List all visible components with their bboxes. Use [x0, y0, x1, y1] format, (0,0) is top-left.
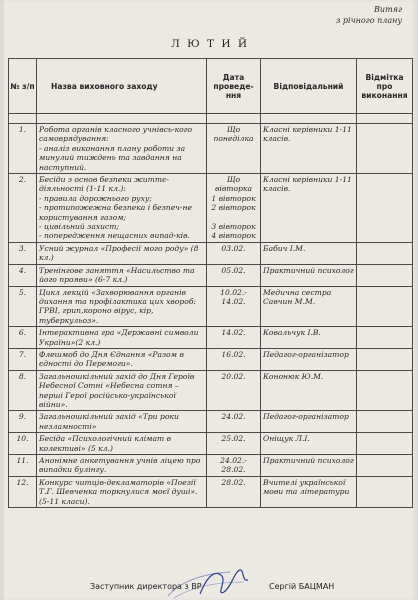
- event-title: Бесіди з основ безпеки життє-діяльності (1-11 кл.): - правила дорожнього руху; - протипожежна безпека і безпеч-не користування газом; - цивільний захист; - попередження нещасних випад-ків.: [37, 174, 207, 243]
- col-header-event: Назва виховного заходу: [37, 59, 207, 114]
- table-header-row: [9, 59, 413, 114]
- responsible-person: Кононюк Ю.М.: [261, 370, 357, 411]
- table-row: [9, 433, 413, 455]
- extract-note: [336, 4, 402, 26]
- responsible-person: Класні керівники 1-11 класів.: [261, 124, 357, 174]
- responsible-person: Педагог-організатор: [261, 411, 357, 433]
- event-title: Бесіда «Психологічний клімат в колективі» (5 кл.): [37, 433, 207, 455]
- row-number: 10.: [9, 433, 37, 455]
- event-title: Робота органів класного учнівсь-кого самоврядування: - аналіз виконання плану роботи за минулий тиждень та завдання на наступний.: [37, 124, 207, 174]
- event-date: 24.02.: [207, 411, 261, 433]
- spacer-cell: [261, 114, 357, 124]
- table-row: [9, 286, 413, 327]
- events-table: [8, 58, 413, 508]
- responsible-person: Вчителі української мови та літератури: [261, 476, 357, 507]
- signer-role: Заступник директора з ВР: [90, 582, 202, 591]
- table-row: [9, 327, 413, 349]
- event-date: Що понеділка: [207, 124, 261, 174]
- table-row: [9, 174, 413, 243]
- row-number: 7.: [9, 348, 37, 370]
- spacer-cell: [37, 114, 207, 124]
- row-number: 4.: [9, 264, 37, 286]
- row-number: 1.: [9, 124, 37, 174]
- completion-mark: [357, 264, 413, 286]
- completion-mark: [357, 124, 413, 174]
- responsible-person: Медична сестра Савчин М.М.: [261, 286, 357, 327]
- document-sheet: [4, 0, 416, 600]
- completion-mark: [357, 327, 413, 349]
- event-date: 14.02.: [207, 327, 261, 349]
- row-number: 9.: [9, 411, 37, 433]
- completion-mark: [357, 476, 413, 507]
- responsible-person: Ковальчук І.В.: [261, 327, 357, 349]
- col-header-responsible: Відповідальний: [261, 59, 357, 114]
- event-date: 24.02.- 28.02.: [207, 455, 261, 477]
- completion-mark: [357, 411, 413, 433]
- event-title: Інтерактивна гра «Державні символи України»(2 кл.): [37, 327, 207, 349]
- event-title: Конкурс читців-декламаторів «Поезії Т.Г. Шевченка торкнулися моєї душі». (5-11 класи).: [37, 476, 207, 507]
- event-date: 16.02.: [207, 348, 261, 370]
- event-title: Анонімне анкетування учнів ліцею про випадки булінгу.: [37, 455, 207, 477]
- spacer-cell: [207, 114, 261, 124]
- col-header-num: № з/п: [9, 59, 37, 114]
- col-header-date: Дата проведе-ння: [207, 59, 261, 114]
- event-date: 03.02.: [207, 242, 261, 264]
- responsible-person: Оніщук Л.І.: [261, 433, 357, 455]
- extract-note-line-1: Витяг: [374, 5, 402, 14]
- event-date: Що вівторка 1 вівторок 2 вівторок 3 вівторок 4 вівторок: [207, 174, 261, 243]
- table-row: [9, 124, 413, 174]
- table-row: [9, 370, 413, 411]
- event-title: Флешмоб до Дня Єднання «Разом в єдності до Перемоги».: [37, 348, 207, 370]
- event-date: 28.02.: [207, 476, 261, 507]
- table-row: [9, 242, 413, 264]
- completion-mark: [357, 286, 413, 327]
- row-number: 11.: [9, 455, 37, 477]
- extract-note-line-2: з річного плану: [336, 16, 402, 25]
- completion-mark: [357, 370, 413, 411]
- table-row: [9, 348, 413, 370]
- completion-mark: [357, 348, 413, 370]
- row-number: 6.: [9, 327, 37, 349]
- completion-mark: [357, 242, 413, 264]
- completion-mark: [357, 174, 413, 243]
- completion-mark: [357, 433, 413, 455]
- event-title: Усний журнал «Професії мого роду» (8 кл.): [37, 242, 207, 264]
- row-number: 8.: [9, 370, 37, 411]
- event-title: Тренінгове заняття «Насильство та його прояви» (6-7 кл.): [37, 264, 207, 286]
- row-number: 2.: [9, 174, 37, 243]
- responsible-person: Педагог-організатор: [261, 348, 357, 370]
- event-date: 20.02.: [207, 370, 261, 411]
- completion-mark: [357, 455, 413, 477]
- event-title: Загальношкільний захід до Дня Героїв Небесної Сотні «Небесна сотня – перші Герої російсько-української війни».: [37, 370, 207, 411]
- table-row: [9, 476, 413, 507]
- row-number: 12.: [9, 476, 37, 507]
- responsible-person: Бабич І.М.: [261, 242, 357, 264]
- table-row: [9, 455, 413, 477]
- table-row: [9, 264, 413, 286]
- event-date: 05.02.: [207, 264, 261, 286]
- row-number: 5.: [9, 286, 37, 327]
- col-header-mark: Відмітка про виконання: [357, 59, 413, 114]
- month-title: Л Ю Т И Й: [171, 38, 249, 50]
- event-date: 25.02.: [207, 433, 261, 455]
- spacer-cell: [9, 114, 37, 124]
- signer-name: Сергій БАЦМАН: [269, 582, 335, 591]
- responsible-person: Класні керівники 1-11 класів.: [261, 174, 357, 243]
- table-row: [9, 411, 413, 433]
- row-number: 3.: [9, 242, 37, 264]
- spacer-cell: [357, 114, 413, 124]
- row-spacer: [9, 114, 413, 124]
- event-title: Цикл лекцій «Захворювання органів дихання та профілактика цих хвороб: ГРВІ, грип,короно вірус, кір, туберкульоз».: [37, 286, 207, 327]
- responsible-person: Практичний психолог: [261, 455, 357, 477]
- event-title: Загальношкільний захід «Три роки незламності»: [37, 411, 207, 433]
- signature-mark: [194, 566, 254, 600]
- responsible-person: Практичний психолог: [261, 264, 357, 286]
- event-date: 10.02.- 14.02.: [207, 286, 261, 327]
